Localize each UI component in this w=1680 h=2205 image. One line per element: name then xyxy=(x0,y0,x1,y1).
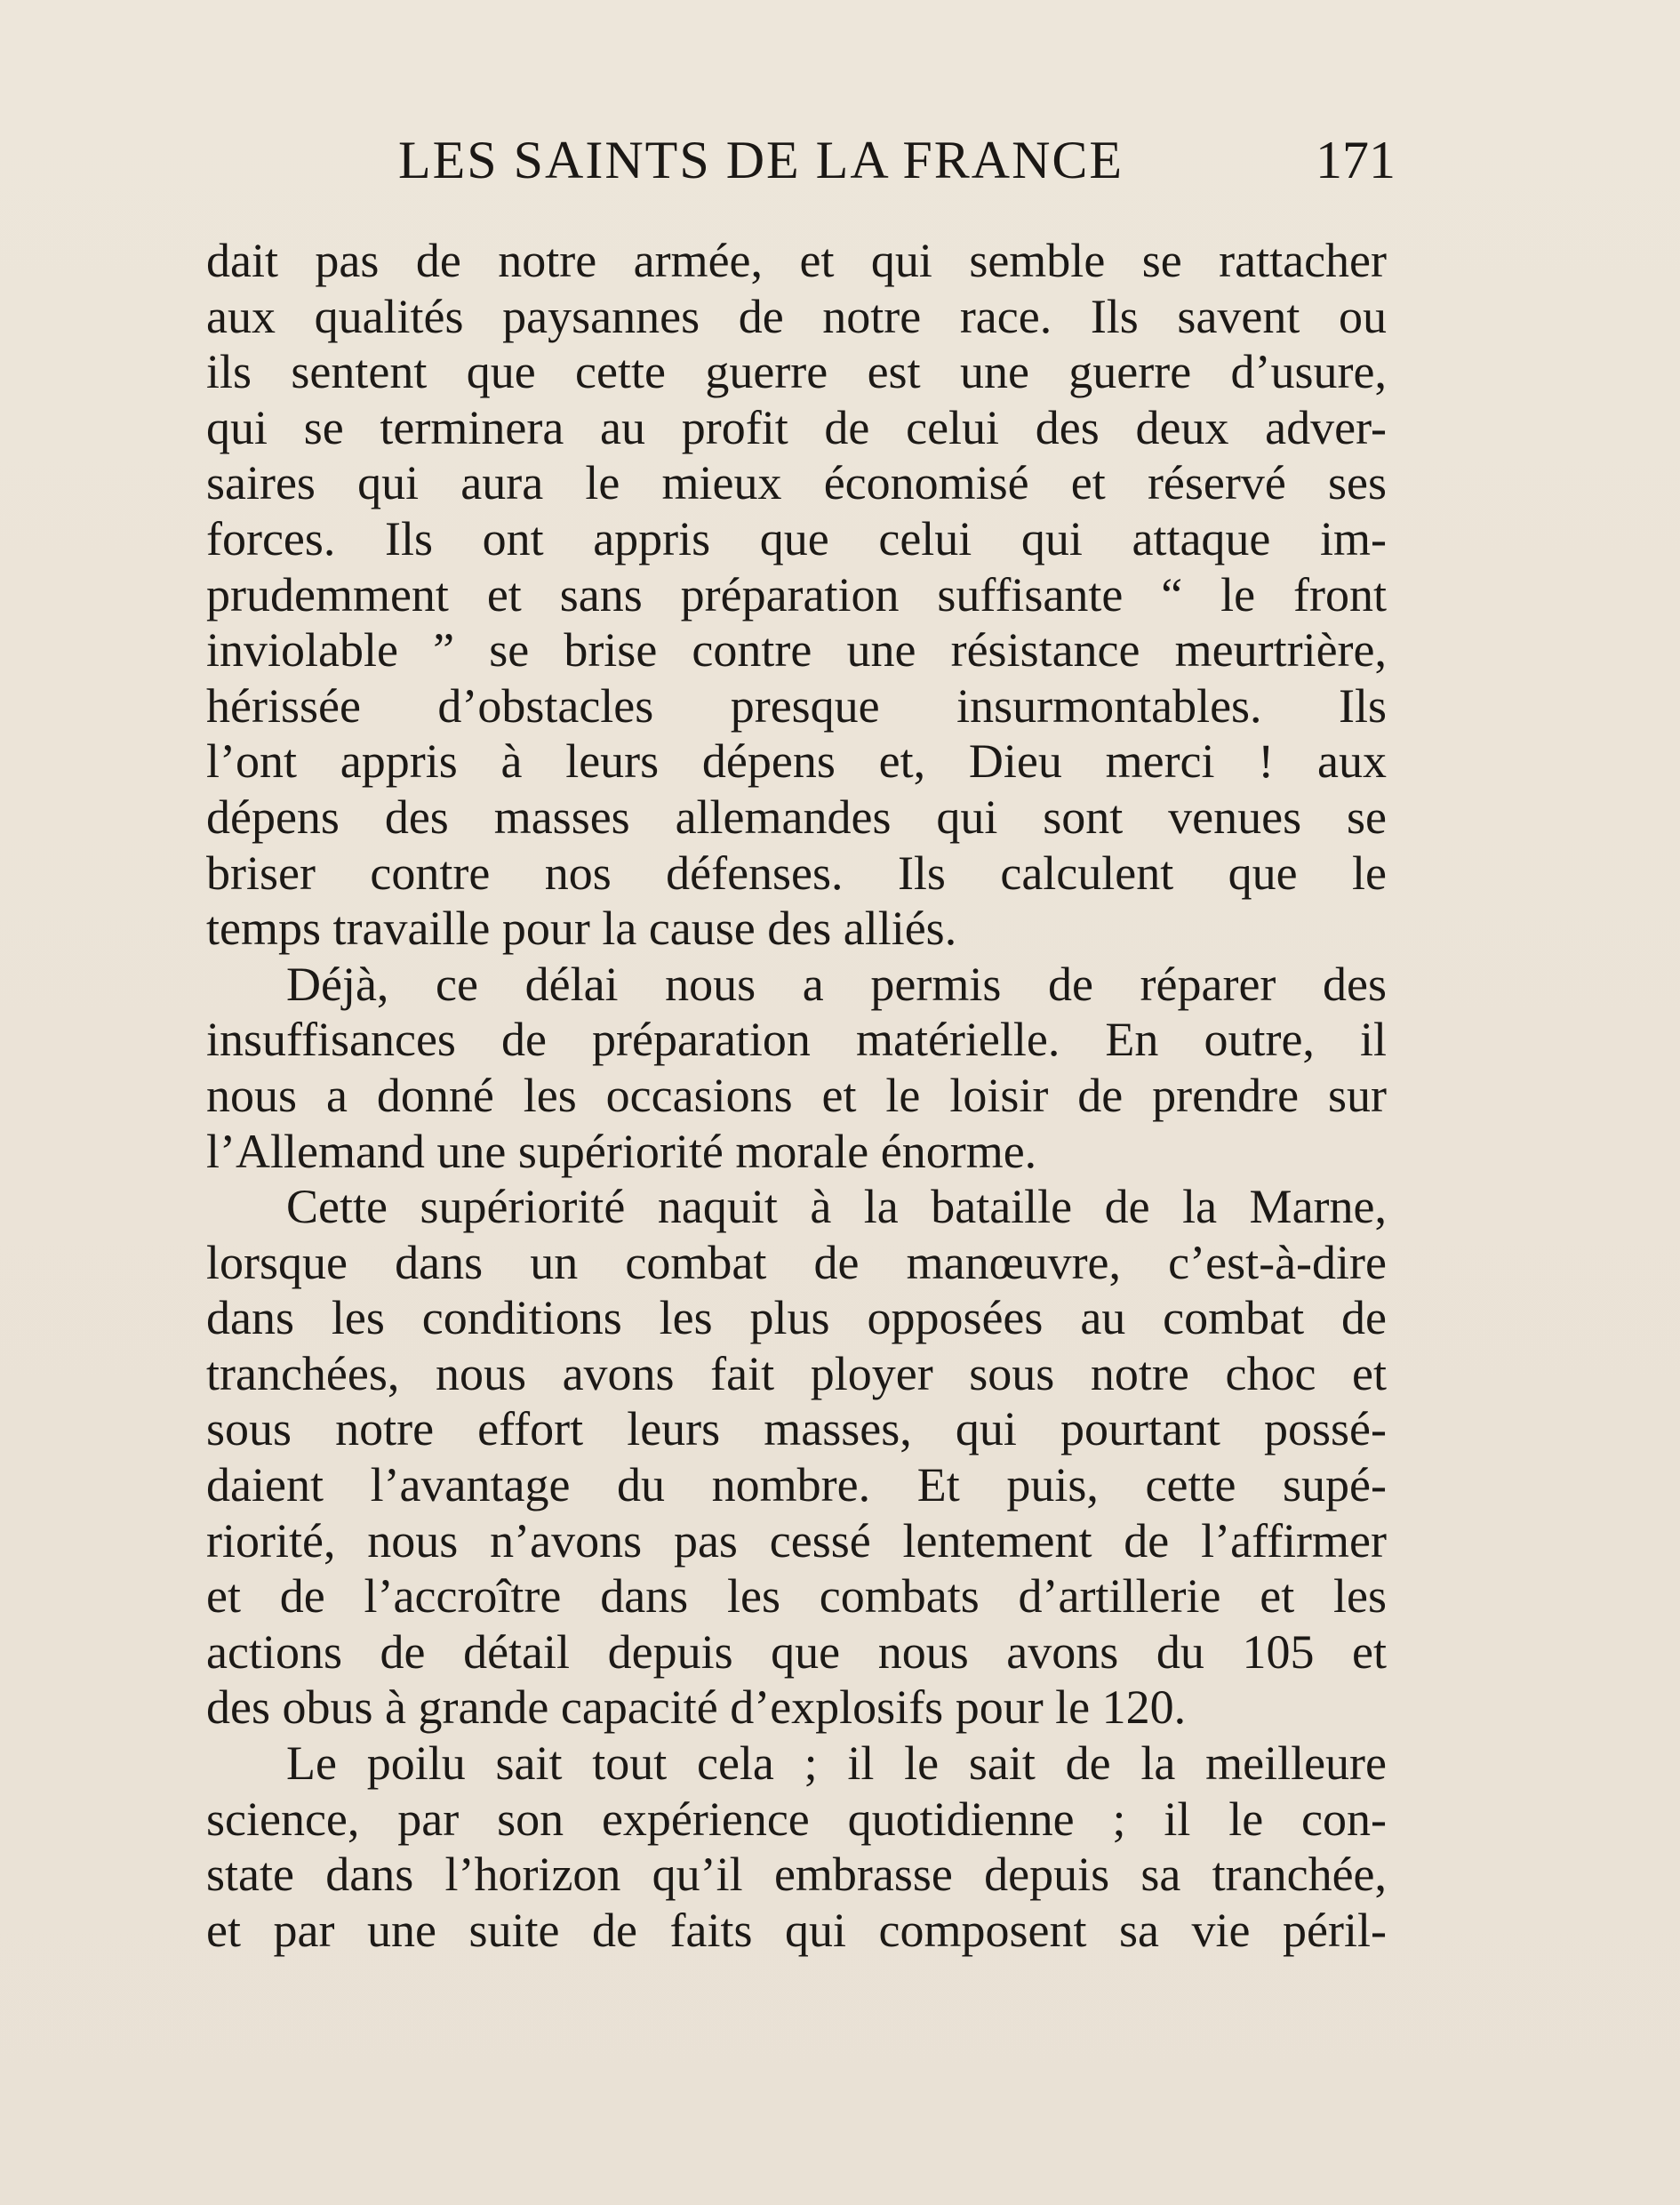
text-line: lorsque dans un combat de manœuvre, c’est-à-dire xyxy=(206,1235,1387,1289)
text-line: inviolable ” se brise contre une résistance meurtrière, xyxy=(206,623,1387,678)
text-line: nous a donné les occasions et le loisir de prendre sur xyxy=(206,1068,1387,1122)
body-text xyxy=(206,233,1387,1958)
running-head xyxy=(204,124,1396,196)
text-line: forces. Ils ont appris que celui qui attaque im- xyxy=(206,511,1387,565)
text-line: l’ont appris à leurs dépens et, Dieu merci ! aux xyxy=(206,734,1387,789)
text-line: dait pas de notre armée, et qui semble se rattacher xyxy=(206,234,1387,287)
text-line: dans les conditions les plus opposées au combat de xyxy=(206,1291,1387,1345)
paragraph-end-line: temps travaille pour la cause des alliés. xyxy=(206,902,957,956)
text-line: tranchées, nous avons fait ployer sous notre choc et xyxy=(206,1346,1387,1400)
paragraph-end-line: l’Allemand une supériorité morale énorme. xyxy=(206,1124,1037,1178)
text-line: daient l’avantage du nombre. Et puis, cette supé- xyxy=(206,1458,1387,1512)
text-line: insuffisances de préparation matérielle. En outre, il xyxy=(206,1013,1387,1067)
text-line: prudemment et sans préparation suffisante “ le front xyxy=(206,567,1387,621)
text-line: saires qui aura le mieux économisé et réservé ses xyxy=(206,456,1387,510)
text-line: qui se terminera au profit de celui des deux adver- xyxy=(206,400,1387,454)
paragraph-first-line: Cette supériorité naquit à la bataille de la Marne, xyxy=(286,1180,1387,1234)
paragraph-end-line: des obus à grande capacité d’explosifs pour le 120. xyxy=(206,1680,1187,1735)
text-line: briser contre nos défenses. Ils calculent que le xyxy=(206,846,1387,900)
text-line: riorité, nous n’avons pas cessé lentement de l’affirmer xyxy=(206,1513,1387,1568)
text-line: actions de détail depuis que nous avons du 105 et xyxy=(206,1624,1387,1679)
page-number: 171 xyxy=(1316,131,1396,189)
running-title: LES SAINTS DE LA FRANCE xyxy=(398,131,1124,189)
paragraph-first-line: Déjà, ce délai nous a permis de réparer des xyxy=(286,957,1387,1011)
paragraph-first-line: Le poilu sait tout cela ; il le sait de la meilleure xyxy=(286,1736,1387,1791)
text-line: ils sentent que cette guerre est une guerre d’usure, xyxy=(206,345,1387,399)
text-line: sous notre effort leurs masses, qui pourtant possé- xyxy=(206,1402,1387,1456)
text-line: aux qualités paysannes de notre race. Ils savent ou xyxy=(206,289,1387,343)
text-line: science, par son expérience quotidienne ; il le con- xyxy=(206,1792,1387,1846)
text-line: et de l’accroître dans les combats d’artillerie et les xyxy=(206,1569,1387,1624)
text-line: et par une suite de faits qui composent sa vie péril- xyxy=(206,1903,1387,1957)
text-line: state dans l’horizon qu’il embrasse depuis sa tranchée, xyxy=(206,1848,1387,1902)
text-line: dépens des masses allemandes qui sont venues se xyxy=(206,790,1387,844)
text-line: hérissée d’obstacles presque insurmontables. Ils xyxy=(206,678,1387,733)
